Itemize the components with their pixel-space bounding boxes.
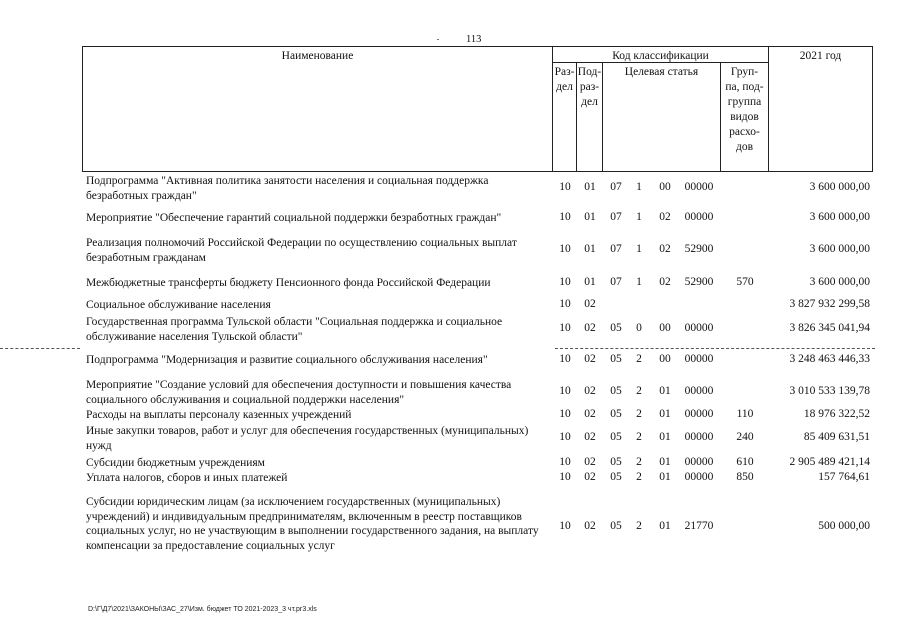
row-target-subprogram: 1	[636, 181, 642, 193]
row-name: Мероприятие "Обеспечение гарантий социальной поддержки безработных граждан"	[86, 212, 502, 224]
row-target-program: 05	[610, 471, 622, 483]
row-target-event: 02	[659, 276, 671, 288]
row-amount: 18 976 322,52	[803, 408, 870, 420]
row-razdel: 10	[559, 456, 571, 468]
row-target-program: 07	[610, 276, 622, 288]
row-name: Государственная программа Тульской области "Социальная поддержка и социальное обслуживание населения Тульской области"	[86, 316, 503, 343]
row-razdel: 10	[559, 322, 571, 334]
row-target-event: 00	[659, 181, 671, 193]
row-expense-group: 610	[736, 456, 754, 468]
row-razdel: 10	[559, 408, 571, 420]
row-target-program: 05	[610, 322, 622, 334]
row-razdel: 10	[559, 353, 571, 365]
row-target-subprogram: 2	[636, 408, 642, 420]
row-amount: 3 010 533 139,78	[789, 385, 870, 397]
row-expense-group: 850	[736, 471, 754, 483]
row-razdel: 10	[559, 385, 571, 397]
row-target-subprogram: 2	[636, 431, 642, 443]
row-target-direction: 00000	[684, 353, 714, 365]
row-razdel: 10	[559, 431, 571, 443]
row-amount: 3 827 932 299,58	[789, 298, 870, 310]
row-target-event: 01	[659, 456, 671, 468]
row-razdel: 10	[559, 520, 571, 532]
row-target-event: 01	[659, 408, 671, 420]
row-amount: 3 600 000,00	[809, 243, 870, 255]
row-amount: 157 764,61	[818, 471, 870, 483]
row-target-direction: 00000	[684, 431, 714, 443]
row-amount: 85 409 631,51	[803, 431, 870, 443]
row-name: Субсидии юридическим лицам (за исключением государственных (муниципальных) учреждений) и индивидуальным предпринимателям, включенным в реестр поставщиков социальных услуг, но не участвующим в выполнении государственного задания, на выплату компенсации за предоставление социальных услуг	[86, 496, 539, 552]
row-amount: 3 248 463 446,33	[789, 353, 870, 365]
page-number: 113	[466, 34, 482, 45]
row-target-event: 00	[659, 353, 671, 365]
row-target-event: 01	[659, 471, 671, 483]
row-target-direction: 21770	[684, 520, 714, 532]
row-target-program: 05	[610, 431, 622, 443]
row-expense-group: 240	[736, 431, 754, 443]
row-podrazdel: 02	[584, 520, 596, 532]
row-target-subprogram: 2	[636, 471, 642, 483]
row-name: Межбюджетные трансферты бюджету Пенсионного фонда Российской Федерации	[86, 277, 491, 289]
row-name: Реализация полномочий Российской Федерации по осуществлению социальных выплат безработным гражданам	[86, 237, 517, 264]
row-target-event: 01	[659, 431, 671, 443]
row-target-subprogram: 1	[636, 276, 642, 288]
row-target-subprogram: 1	[636, 243, 642, 255]
row-podrazdel: 02	[584, 456, 596, 468]
footer-file-path: D:\Г\Д7\2021\ЗАКОНЫ\ЗАС_27\Изм. бюджет ТО 2021-2023_3 чт.рг3.xls	[88, 606, 317, 613]
header-razdel: Раз- дел	[554, 66, 575, 93]
row-expense-group: 110	[736, 408, 754, 420]
row-target-direction: 52900	[684, 243, 714, 255]
header-name: Наименование	[281, 50, 354, 62]
row-podrazdel: 02	[584, 298, 596, 310]
row-target-event: 01	[659, 385, 671, 397]
row-podrazdel: 02	[584, 471, 596, 483]
row-name: Подпрограмма "Активная политика занятости населения и социальная поддержка безработных граждан"	[86, 175, 489, 202]
row-amount: 2 905 489 421,14	[789, 456, 870, 468]
row-name: Подпрограмма "Модернизация и развитие социального обслуживания населения"	[86, 354, 488, 366]
row-name: Социальное обслуживание населения	[86, 299, 271, 311]
row-target-direction: 00000	[684, 471, 714, 483]
row-target-program: 05	[610, 520, 622, 532]
row-target-program: 05	[610, 456, 622, 468]
row-target-subprogram: 1	[636, 211, 642, 223]
row-name: Мероприятие "Создание условий для обеспечения доступности и повышения качества социального обслуживания и социальной поддержки населения"	[86, 379, 512, 406]
row-amount: 3 826 345 041,94	[789, 322, 870, 334]
row-podrazdel: 02	[584, 322, 596, 334]
row-target-event: 00	[659, 322, 671, 334]
row-podrazdel: 01	[584, 276, 596, 288]
row-razdel: 10	[559, 276, 571, 288]
row-target-program: 07	[610, 181, 622, 193]
row-razdel: 10	[559, 298, 571, 310]
row-podrazdel: 02	[584, 408, 596, 420]
row-target-event: 01	[659, 520, 671, 532]
row-target-program: 05	[610, 353, 622, 365]
row-target-direction: 52900	[684, 276, 714, 288]
row-name: Иные закупки товаров, работ и услуг для обеспечения государственных (муниципальных) нужд	[86, 425, 529, 452]
header-podrazdel: Под- раз- дел	[577, 66, 602, 108]
row-razdel: 10	[559, 181, 571, 193]
row-target-direction: 00000	[684, 181, 714, 193]
row-name: Расходы на выплаты персоналу казенных учреждений	[86, 409, 352, 421]
row-razdel: 10	[559, 471, 571, 483]
row-podrazdel: 02	[584, 431, 596, 443]
row-amount: 3 600 000,00	[809, 181, 870, 193]
row-podrazdel: 01	[584, 211, 596, 223]
row-target-subprogram: 2	[636, 520, 642, 532]
row-target-direction: 00000	[684, 322, 714, 334]
row-target-program: 07	[610, 211, 622, 223]
scan-divider-left	[0, 348, 80, 349]
row-amount: 3 600 000,00	[809, 211, 870, 223]
row-target-direction: 00000	[684, 211, 714, 223]
row-target-program: 05	[610, 408, 622, 420]
header-year: 2021 год	[799, 50, 842, 62]
scan-speck	[437, 39, 439, 40]
row-target-program: 07	[610, 243, 622, 255]
row-target-subprogram: 2	[636, 456, 642, 468]
row-expense-group: 570	[736, 276, 754, 288]
row-razdel: 10	[559, 243, 571, 255]
row-target-direction: 00000	[684, 456, 714, 468]
row-amount: 3 600 000,00	[809, 276, 870, 288]
row-target-subprogram: 0	[636, 322, 642, 334]
header-code: Код классификации	[612, 50, 709, 62]
row-target-event: 02	[659, 211, 671, 223]
row-target-event: 02	[659, 243, 671, 255]
row-target-direction: 00000	[684, 408, 714, 420]
header-target: Целевая статья	[624, 66, 699, 78]
row-podrazdel: 02	[584, 385, 596, 397]
row-target-program: 05	[610, 385, 622, 397]
header-divider-year	[768, 46, 769, 172]
row-target-subprogram: 2	[636, 353, 642, 365]
row-podrazdel: 02	[584, 353, 596, 365]
row-name: Субсидии бюджетным учреждениям	[86, 457, 265, 469]
row-razdel: 10	[559, 211, 571, 223]
row-podrazdel: 01	[584, 243, 596, 255]
scan-divider-right	[555, 348, 875, 349]
row-podrazdel: 01	[584, 181, 596, 193]
row-target-subprogram: 2	[636, 385, 642, 397]
header-group: Груп- па, под- группа видов расхо- дов	[725, 66, 764, 153]
row-target-direction: 00000	[684, 385, 714, 397]
row-amount: 500 000,00	[818, 520, 870, 532]
row-name: Уплата налогов, сборов и иных платежей	[86, 472, 288, 484]
